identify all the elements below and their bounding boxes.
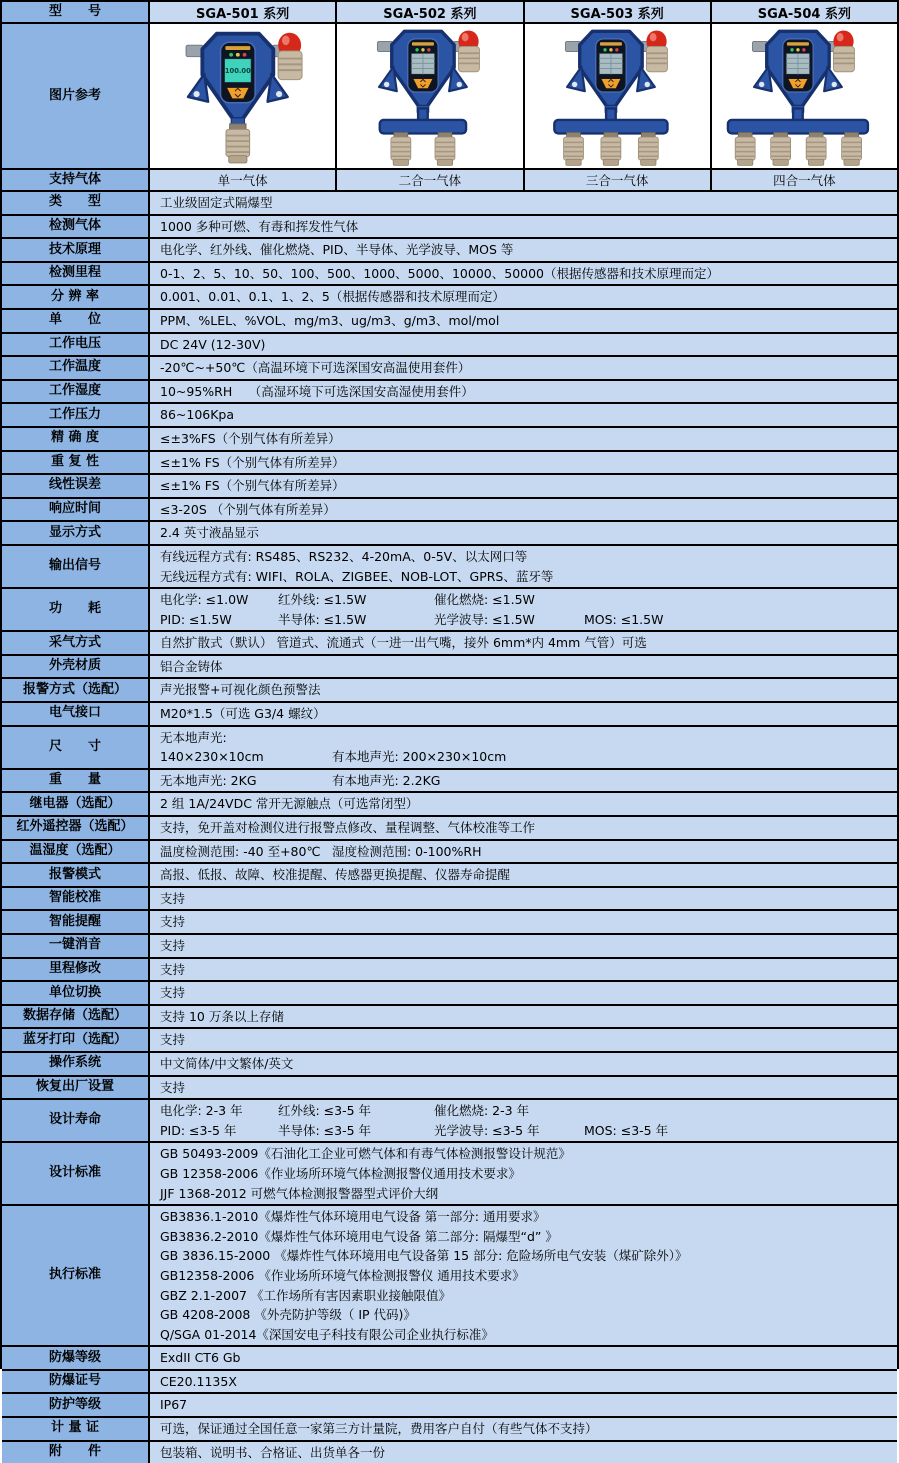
- row-value: [150, 216, 897, 238]
- row-value: [150, 1006, 897, 1028]
- row-label: 外壳材质: [2, 656, 150, 678]
- row-value: [150, 679, 897, 701]
- row-value: [150, 1029, 897, 1051]
- row-value: [150, 982, 897, 1004]
- spec-row-40: [2, 1371, 897, 1395]
- gas-cell-single: 单一气体: [150, 170, 337, 190]
- row-value-segment: MOS: ≤3-5 年: [584, 1122, 669, 1138]
- row-label: 尺 寸: [2, 727, 150, 768]
- spec-row-13: [2, 499, 897, 523]
- row-label: 分 辨 率: [2, 286, 150, 308]
- spec-row-37: [2, 1143, 897, 1206]
- row-value: [150, 793, 897, 815]
- row-label: 一键消音: [2, 935, 150, 957]
- row-value-segment: 电化学: 2-3 年: [160, 1103, 243, 1119]
- row-label: 继电器（选配）: [2, 793, 150, 815]
- spec-row-32: [2, 1006, 897, 1030]
- row-value-line: 支持: [160, 1079, 186, 1095]
- gas-cell-4in1: 四合一气体: [712, 170, 897, 190]
- row-value-line: [160, 610, 889, 630]
- row-label: 重 量: [2, 770, 150, 792]
- row-value: [150, 1100, 897, 1141]
- supported-gas-row: [2, 170, 897, 192]
- row-label: 里程修改: [2, 959, 150, 981]
- spec-row-23: [2, 793, 897, 817]
- device-image-sga-501: [150, 24, 337, 168]
- spec-row-31: [2, 982, 897, 1006]
- row-value-segment: 湿度检测范围: 0-100%RH: [332, 843, 482, 859]
- spec-row-16: [2, 589, 897, 632]
- row-value-line: 无线远程方式有: WIFI、ROLA、ZIGBEE、NOB-LOT、GPRS、蓝牙等: [160, 568, 554, 584]
- row-value-segment: 有本地声光: 2.2KG: [332, 772, 441, 788]
- row-label: 单位切换: [2, 982, 150, 1004]
- row-value-segment: 催化燃烧: ≤1.5W: [434, 592, 535, 608]
- row-value-line: 10~95%RH （高湿环境下可选深国安高湿使用套件）: [160, 383, 474, 399]
- row-value: [150, 1371, 897, 1393]
- row-value-line: IP67: [160, 1397, 188, 1413]
- spec-row-24: [2, 817, 897, 841]
- row-value-line: GB 50493-2009《石油化工企业可燃气体和有毒气体检测报警设计规范》: [160, 1146, 571, 1162]
- row-value-line: GB 12358-2006《作业场所环境气体检测报警仪通用技术要求》: [160, 1165, 521, 1181]
- row-value-line: ≤±1% FS（个别气体有所差异）: [160, 478, 345, 494]
- gas-detector-4-sensor-icon: [714, 26, 895, 166]
- row-value-line: 支持: [160, 985, 186, 1001]
- row-label: 报警方式（选配）: [2, 679, 150, 701]
- row-label: 工作压力: [2, 404, 150, 426]
- row-value-line: [160, 1121, 889, 1141]
- model-header-sga-502: SGA-502 系列: [337, 2, 524, 22]
- spec-row-14: [2, 522, 897, 546]
- row-label: 恢复出厂设置: [2, 1077, 150, 1099]
- row-value: [150, 770, 897, 792]
- row-value-segment: 无本地声光: 140×230×10cm: [160, 729, 264, 765]
- row-value-line: 支持，免开盖对检测仪进行报警点修改、量程调整、气体校准等工作: [160, 820, 536, 836]
- row-value-segment: 有本地声光: 200×230×10cm: [332, 749, 507, 765]
- row-label: 输出信号: [2, 546, 150, 587]
- row-label: 采气方式: [2, 632, 150, 654]
- spec-row-28: [2, 911, 897, 935]
- row-value: [150, 888, 897, 910]
- row-value: [150, 522, 897, 544]
- row-label: 工作湿度: [2, 381, 150, 403]
- row-value-line: GB3836.1-2010《爆炸性气体环境用电气设备 第一部分: 通用要求》: [160, 1209, 546, 1225]
- row-value-line: 0-1、2、5、10、50、100、500、1000、5000、10000、50000（根据传感器和技术原理而定）: [160, 265, 720, 281]
- row-value: [150, 656, 897, 678]
- row-value-line: 支持: [160, 914, 186, 930]
- row-value-segment: PID: ≤3-5 年: [160, 1122, 237, 1138]
- row-label: 显示方式: [2, 522, 150, 544]
- row-value-segment: 光学波导: ≤3-5 年: [434, 1122, 540, 1138]
- row-value-line: ≤±1% FS（个别气体有所差异）: [160, 454, 345, 470]
- row-value-segment: MOS: ≤1.5W: [584, 611, 664, 627]
- row-value-line: 可选，保证通过全国任意一家第三方计量院，费用客户自付（有些气体不支持）: [160, 1421, 598, 1437]
- row-label: 操作系统: [2, 1053, 150, 1075]
- row-value-line: ≤±3%FS（个别气体有所差异）: [160, 430, 341, 446]
- row-value-line: 铝合金铸体: [160, 658, 223, 674]
- row-label: 技术原理: [2, 239, 150, 261]
- row-value: [150, 727, 897, 768]
- spec-row-10: [2, 428, 897, 452]
- row-value-segment: 催化燃烧: 2-3 年: [434, 1103, 530, 1119]
- spec-row-41: [2, 1394, 897, 1418]
- row-value-segment: 红外线: ≤1.5W: [278, 592, 367, 608]
- row-value-segment: 温度检测范围: -40 至+80℃: [160, 843, 321, 859]
- row-value: [150, 192, 897, 214]
- row-value-line: 支持: [160, 1032, 186, 1048]
- row-label: 响应时间: [2, 499, 150, 521]
- row-value-line: 有线远程方式有: RS485、RS232、4-20mA、0-5V、以太网口等: [160, 548, 528, 564]
- row-value: [150, 334, 897, 356]
- row-value: [150, 404, 897, 426]
- row-value-line: 中文简体/中文繁体/英文: [160, 1055, 294, 1071]
- spec-row-5: [2, 310, 897, 334]
- row-label: 数据存储（选配）: [2, 1006, 150, 1028]
- row-value: [150, 452, 897, 474]
- row-label: 单 位: [2, 310, 150, 332]
- row-value-line: 支持: [160, 890, 186, 906]
- row-label: 计 量 证: [2, 1418, 150, 1440]
- gas-detector-3-sensor-icon: [527, 26, 708, 166]
- row-label: 红外遥控器（选配）: [2, 817, 150, 839]
- spec-row-15: [2, 546, 897, 589]
- spec-rows: [2, 192, 897, 1460]
- row-value: [150, 428, 897, 450]
- spec-row-25: [2, 841, 897, 865]
- row-value: [150, 263, 897, 285]
- row-label: 设计寿命: [2, 1100, 150, 1141]
- row-label: 附 件: [2, 1442, 150, 1463]
- row-label: 类 型: [2, 192, 150, 214]
- spec-row-30: [2, 959, 897, 983]
- row-value-line: ≤3-20S （个别气体有所差异）: [160, 501, 336, 517]
- device-image-sga-504: [712, 24, 897, 168]
- row-label: 智能校准: [2, 888, 150, 910]
- spec-row-19: [2, 679, 897, 703]
- spec-row-36: [2, 1100, 897, 1143]
- spec-row-39: [2, 1347, 897, 1371]
- spec-row-26: [2, 864, 897, 888]
- row-value-line: 电化学、红外线、催化燃烧、PID、半导体、光学波导、MOS 等: [160, 242, 514, 258]
- row-value: [150, 357, 897, 379]
- row-label: 检测气体: [2, 216, 150, 238]
- row-value-line: GB 3836.15-2000 《爆炸性气体环境用电气设备第 15 部分: 危险场所电气安装（煤矿除外）》: [160, 1248, 688, 1264]
- row-value: [150, 1206, 897, 1345]
- row-value-line: DC 24V (12-30V): [160, 336, 266, 352]
- header-row: [2, 2, 897, 24]
- row-value-line: 支持: [160, 961, 186, 977]
- row-value-line: CE20.1135X: [160, 1373, 237, 1389]
- row-value: [150, 703, 897, 725]
- row-label-supported-gas: 支持气体: [2, 170, 150, 190]
- device-screen-value: 100.00: [224, 66, 251, 75]
- row-label: 重 复 性: [2, 452, 150, 474]
- spec-row-29: [2, 935, 897, 959]
- row-value-line: 2.4 英寸液晶显示: [160, 525, 259, 541]
- spec-row-2: [2, 239, 897, 263]
- row-value-line: M20*1.5（可选 G3/4 螺纹）: [160, 706, 326, 722]
- row-value-line: -20℃~+50℃（高温环境下可选深国安高温使用套件）: [160, 360, 471, 376]
- row-value: [150, 935, 897, 957]
- row-value: [150, 632, 897, 654]
- row-value-segment: 无本地声光: 2KG: [160, 772, 257, 788]
- row-value: [150, 286, 897, 308]
- spec-row-17: [2, 632, 897, 656]
- spec-row-0: [2, 192, 897, 216]
- row-label-model: 型 号: [2, 2, 150, 22]
- row-value: [150, 1442, 897, 1463]
- model-header-sga-501: SGA-501 系列: [150, 2, 337, 22]
- row-value: [150, 1394, 897, 1416]
- row-value-line: GB3836.2-2010《爆炸性气体环境用电气设备 第二部分: 隔爆型“d” 》: [160, 1228, 558, 1244]
- row-label: 精 确 度: [2, 428, 150, 450]
- row-value-line: 包装箱、说明书、合格证、出货单各一份: [160, 1444, 386, 1460]
- row-value: [150, 381, 897, 403]
- spec-row-42: [2, 1418, 897, 1442]
- row-label: 防爆等级: [2, 1347, 150, 1369]
- row-value-line: 支持 10 万条以上存储: [160, 1008, 284, 1024]
- row-value: [150, 1077, 897, 1099]
- row-value-line: GB 4208-2008 《外壳防护等级（ IP 代码)》: [160, 1307, 416, 1323]
- spec-row-4: [2, 286, 897, 310]
- row-value: [150, 1143, 897, 1204]
- row-label: 检测里程: [2, 263, 150, 285]
- row-value: [150, 1418, 897, 1440]
- row-value-line: [160, 1101, 889, 1121]
- spec-row-22: [2, 770, 897, 794]
- spec-row-27: [2, 888, 897, 912]
- row-value: [150, 499, 897, 521]
- gas-detector-1-sensor-icon: [152, 26, 333, 166]
- row-value-line: [160, 728, 889, 767]
- spec-row-11: [2, 452, 897, 476]
- row-value-line: 1000 多种可燃、有毒和挥发性气体: [160, 218, 359, 234]
- row-label: 工作温度: [2, 357, 150, 379]
- row-value-line: PPM、%LEL、%VOL、mg/m3、ug/m3、g/m3、mol/mol: [160, 312, 500, 328]
- row-value: [150, 310, 897, 332]
- row-label: 蓝牙打印（选配）: [2, 1029, 150, 1051]
- row-value-line: Q/SGA 01-2014《深国安电子科技有限公司企业执行标准》: [160, 1326, 494, 1342]
- row-value: [150, 239, 897, 261]
- row-label: 防爆证号: [2, 1371, 150, 1393]
- row-value: [150, 911, 897, 933]
- row-value: [150, 959, 897, 981]
- row-value-line: 支持: [160, 938, 186, 953]
- row-value-segment: 半导体: ≤3-5 年: [278, 1122, 372, 1138]
- row-value-line: ExdII CT6 Gb: [160, 1350, 241, 1366]
- row-value: [150, 817, 897, 839]
- row-value: [150, 475, 897, 497]
- spec-row-7: [2, 357, 897, 381]
- row-value-line: 自然扩散式（默认） 管道式、流通式（一进一出气嘴，接外 6mm*内 4mm 气管）可选: [160, 635, 647, 651]
- spec-row-38: [2, 1206, 897, 1347]
- spec-row-3: [2, 263, 897, 287]
- row-label: 电气接口: [2, 703, 150, 725]
- row-value-line: 0.001、0.01、0.1、1、2、5（根据传感器和技术原理而定）: [160, 289, 505, 305]
- spec-row-1: [2, 216, 897, 240]
- row-label: 报警模式: [2, 864, 150, 886]
- model-header-sga-503: SGA-503 系列: [525, 2, 712, 22]
- row-label: 功 耗: [2, 589, 150, 630]
- row-value-line: 声光报警+可视化颜色预警法: [160, 682, 321, 698]
- row-value-line: GBZ 2.1-2007 《工作场所有害因素职业接触限值》: [160, 1287, 451, 1303]
- row-value-line: GB12358-2006 《作业场所环境气体检测报警仪 通用技术要求》: [160, 1267, 525, 1283]
- spec-row-34: [2, 1053, 897, 1077]
- spec-row-12: [2, 475, 897, 499]
- row-value-segment: PID: ≤1.5W: [160, 611, 232, 627]
- device-image-sga-503: [525, 24, 712, 168]
- row-value-line: [160, 771, 889, 791]
- gas-detector-2-sensor-icon: [339, 26, 520, 166]
- row-label: 温湿度（选配）: [2, 841, 150, 863]
- row-value: [150, 546, 897, 587]
- spec-row-33: [2, 1029, 897, 1053]
- row-value-line: 工业级固定式隔爆型: [160, 195, 273, 210]
- row-value-line: [160, 842, 889, 862]
- row-label: 智能提醒: [2, 911, 150, 933]
- row-value: [150, 589, 897, 630]
- row-value: [150, 1053, 897, 1075]
- row-label: 设计标准: [2, 1143, 150, 1204]
- row-value-line: 86~106Kpa: [160, 407, 235, 423]
- row-value-segment: 光学波导: ≤1.5W: [434, 611, 535, 627]
- image-row: [2, 24, 897, 170]
- spec-row-35: [2, 1077, 897, 1101]
- row-value-line: 2 组 1A/24VDC 常开无源触点（可选常闭型）: [160, 796, 419, 812]
- row-label-image: 图片参考: [2, 24, 150, 168]
- device-image-sga-502: [337, 24, 524, 168]
- spec-row-9: [2, 404, 897, 428]
- row-label: 执行标准: [2, 1206, 150, 1345]
- row-label: 线性误差: [2, 475, 150, 497]
- model-header-sga-504: SGA-504 系列: [712, 2, 897, 22]
- gas-cell-2in1: 二合一气体: [337, 170, 524, 190]
- row-value-line: [160, 590, 889, 610]
- row-label: 工作电压: [2, 334, 150, 356]
- spec-row-20: [2, 703, 897, 727]
- row-value-segment: 电化学: ≤1.0W: [160, 592, 249, 608]
- row-value-segment: 半导体: ≤1.5W: [278, 611, 367, 627]
- spec-row-18: [2, 656, 897, 680]
- row-value: [150, 841, 897, 863]
- gas-cell-3in1: 三合一气体: [525, 170, 712, 190]
- spec-row-8: [2, 381, 897, 405]
- spec-row-43: [2, 1442, 897, 1463]
- row-value: [150, 1347, 897, 1369]
- row-value-segment: 红外线: ≤3-5 年: [278, 1103, 372, 1119]
- row-value-line: JJF 1368-2012 可燃气体检测报警器型式评价大纲: [160, 1185, 439, 1201]
- row-value-line: 高报、低报、故障、校准提醒、传感器更换提醒、仪器寿命提醒: [160, 867, 511, 883]
- spec-row-21: [2, 727, 897, 770]
- row-value: [150, 864, 897, 886]
- spec-row-6: [2, 334, 897, 358]
- row-label: 防护等级: [2, 1394, 150, 1416]
